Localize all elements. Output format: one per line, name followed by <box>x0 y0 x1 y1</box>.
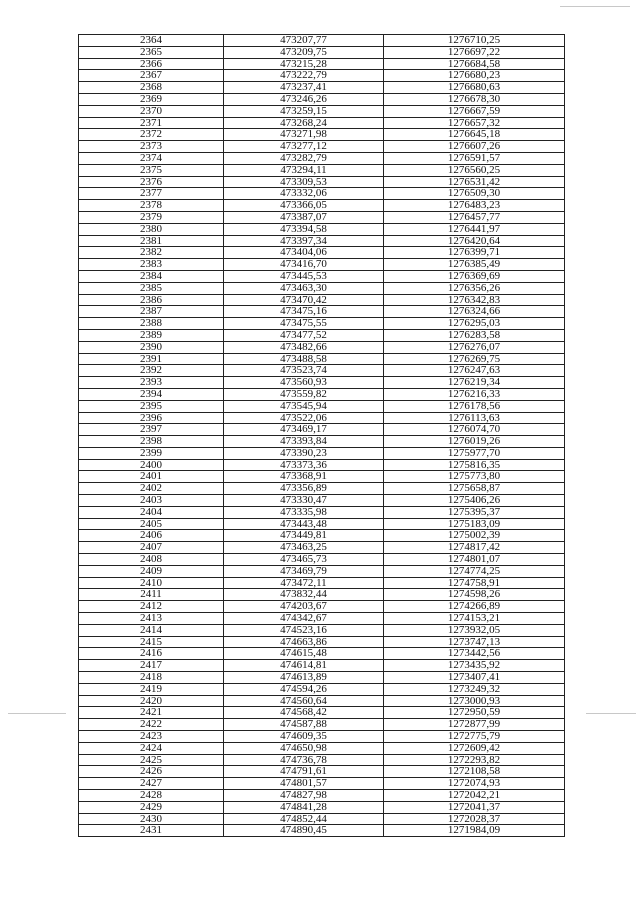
table-row <box>79 707 565 719</box>
y-coordinate-cell: 1275977,70 <box>384 447 565 459</box>
x-coordinate-cell: 473387,07 <box>224 211 384 223</box>
table-row <box>79 577 565 589</box>
y-coordinate-cell: 1276710,25 <box>384 35 565 47</box>
y-coordinate-cell: 1276560,25 <box>384 164 565 176</box>
table-row <box>79 778 565 790</box>
y-coordinate-cell: 1275183,09 <box>384 518 565 530</box>
y-coordinate-cell: 1274801,07 <box>384 554 565 566</box>
x-coordinate-cell: 473282,79 <box>224 152 384 164</box>
point-number-cell: 2431 <box>79 825 224 837</box>
table-row <box>79 530 565 542</box>
x-coordinate-cell: 474650,98 <box>224 742 384 754</box>
x-coordinate-cell: 473309,53 <box>224 176 384 188</box>
x-coordinate-cell: 473222,79 <box>224 70 384 82</box>
y-coordinate-cell: 1275395,37 <box>384 506 565 518</box>
point-number-cell: 2377 <box>79 188 224 200</box>
y-coordinate-cell: 1273249,32 <box>384 683 565 695</box>
x-coordinate-cell: 473463,25 <box>224 542 384 554</box>
x-coordinate-cell: 473259,15 <box>224 105 384 117</box>
x-coordinate-cell: 473832,44 <box>224 589 384 601</box>
table-row <box>79 731 565 743</box>
point-number-cell: 2421 <box>79 707 224 719</box>
point-number-cell: 2428 <box>79 790 224 802</box>
table-row <box>79 495 565 507</box>
table-row <box>79 377 565 389</box>
point-number-cell: 2414 <box>79 624 224 636</box>
y-coordinate-cell: 1272609,42 <box>384 742 565 754</box>
x-coordinate-cell: 473356,89 <box>224 483 384 495</box>
point-number-cell: 2392 <box>79 365 224 377</box>
x-coordinate-cell: 474613,89 <box>224 672 384 684</box>
table-row <box>79 754 565 766</box>
point-number-cell: 2385 <box>79 282 224 294</box>
table-row <box>79 105 565 117</box>
point-number-cell: 2365 <box>79 46 224 58</box>
x-coordinate-cell: 473475,16 <box>224 306 384 318</box>
point-number-cell: 2406 <box>79 530 224 542</box>
x-coordinate-cell: 473463,30 <box>224 282 384 294</box>
y-coordinate-cell: 1273932,05 <box>384 624 565 636</box>
x-coordinate-cell: 473449,81 <box>224 530 384 542</box>
x-coordinate-cell: 473390,23 <box>224 447 384 459</box>
table-row <box>79 141 565 153</box>
table-row <box>79 235 565 247</box>
x-coordinate-cell: 473523,74 <box>224 365 384 377</box>
point-number-cell: 2386 <box>79 294 224 306</box>
table-row <box>79 200 565 212</box>
point-number-cell: 2397 <box>79 424 224 436</box>
table-row <box>79 518 565 530</box>
point-number-cell: 2430 <box>79 813 224 825</box>
point-number-cell: 2427 <box>79 778 224 790</box>
y-coordinate-cell: 1276219,34 <box>384 377 565 389</box>
x-coordinate-cell: 473397,34 <box>224 235 384 247</box>
point-number-cell: 2389 <box>79 329 224 341</box>
table-row <box>79 117 565 129</box>
x-coordinate-cell: 473445,53 <box>224 270 384 282</box>
table-row <box>79 554 565 566</box>
table-row <box>79 318 565 330</box>
table-row <box>79 695 565 707</box>
x-coordinate-cell: 474203,67 <box>224 601 384 613</box>
x-coordinate-cell: 473465,73 <box>224 554 384 566</box>
table-row <box>79 46 565 58</box>
x-coordinate-cell: 473560,93 <box>224 377 384 389</box>
y-coordinate-cell: 1276074,70 <box>384 424 565 436</box>
point-number-cell: 2388 <box>79 318 224 330</box>
point-number-cell: 2387 <box>79 306 224 318</box>
table-row <box>79 589 565 601</box>
x-coordinate-cell: 474568,42 <box>224 707 384 719</box>
point-number-cell: 2382 <box>79 247 224 259</box>
x-coordinate-cell: 474342,67 <box>224 613 384 625</box>
table-row <box>79 129 565 141</box>
x-coordinate-cell: 473488,58 <box>224 353 384 365</box>
x-coordinate-cell: 473246,26 <box>224 93 384 105</box>
point-number-cell: 2367 <box>79 70 224 82</box>
y-coordinate-cell: 1274758,91 <box>384 577 565 589</box>
point-number-cell: 2380 <box>79 223 224 235</box>
point-number-cell: 2429 <box>79 801 224 813</box>
x-coordinate-cell: 474791,61 <box>224 766 384 778</box>
point-number-cell: 2408 <box>79 554 224 566</box>
x-coordinate-cell: 474852,44 <box>224 813 384 825</box>
point-number-cell: 2379 <box>79 211 224 223</box>
y-coordinate-cell: 1273000,93 <box>384 695 565 707</box>
x-coordinate-cell: 473215,28 <box>224 58 384 70</box>
point-number-cell: 2409 <box>79 565 224 577</box>
x-coordinate-cell: 473475,55 <box>224 318 384 330</box>
table-row <box>79 742 565 754</box>
x-coordinate-cell: 473277,12 <box>224 141 384 153</box>
y-coordinate-cell: 1275773,80 <box>384 471 565 483</box>
x-coordinate-cell: 473404,06 <box>224 247 384 259</box>
y-coordinate-cell: 1276684,58 <box>384 58 565 70</box>
table-row <box>79 388 565 400</box>
x-coordinate-cell: 473368,91 <box>224 471 384 483</box>
table-row <box>79 247 565 259</box>
point-number-cell: 2371 <box>79 117 224 129</box>
x-coordinate-cell: 473394,58 <box>224 223 384 235</box>
table-row <box>79 58 565 70</box>
y-coordinate-cell: 1276420,64 <box>384 235 565 247</box>
point-number-cell: 2370 <box>79 105 224 117</box>
y-coordinate-cell: 1276657,32 <box>384 117 565 129</box>
y-coordinate-cell: 1276531,42 <box>384 176 565 188</box>
point-number-cell: 2401 <box>79 471 224 483</box>
y-coordinate-cell: 1274774,25 <box>384 565 565 577</box>
x-coordinate-cell: 474736,78 <box>224 754 384 766</box>
point-number-cell: 2368 <box>79 82 224 94</box>
point-number-cell: 2420 <box>79 695 224 707</box>
y-coordinate-cell: 1276645,18 <box>384 129 565 141</box>
point-number-cell: 2395 <box>79 400 224 412</box>
y-coordinate-cell: 1276324,66 <box>384 306 565 318</box>
y-coordinate-cell: 1272950,59 <box>384 707 565 719</box>
table-row <box>79 813 565 825</box>
table-row <box>79 483 565 495</box>
point-number-cell: 2417 <box>79 660 224 672</box>
scan-artifact-left <box>8 713 66 714</box>
point-number-cell: 2423 <box>79 731 224 743</box>
x-coordinate-cell: 473545,94 <box>224 400 384 412</box>
table-row <box>79 152 565 164</box>
y-coordinate-cell: 1274153,21 <box>384 613 565 625</box>
x-coordinate-cell: 474614,81 <box>224 660 384 672</box>
y-coordinate-cell: 1276509,30 <box>384 188 565 200</box>
point-number-cell: 2372 <box>79 129 224 141</box>
y-coordinate-cell: 1276113,63 <box>384 412 565 424</box>
table-row <box>79 329 565 341</box>
x-coordinate-cell: 473366,05 <box>224 200 384 212</box>
y-coordinate-cell: 1272775,79 <box>384 731 565 743</box>
point-number-cell: 2398 <box>79 436 224 448</box>
point-number-cell: 2410 <box>79 577 224 589</box>
point-number-cell: 2364 <box>79 35 224 47</box>
x-coordinate-cell: 473522,06 <box>224 412 384 424</box>
y-coordinate-cell: 1276019,26 <box>384 436 565 448</box>
y-coordinate-cell: 1275658,87 <box>384 483 565 495</box>
point-number-cell: 2399 <box>79 447 224 459</box>
y-coordinate-cell: 1272293,82 <box>384 754 565 766</box>
point-number-cell: 2411 <box>79 589 224 601</box>
x-coordinate-cell: 473271,98 <box>224 129 384 141</box>
coordinates-table-body <box>79 35 565 837</box>
point-number-cell: 2393 <box>79 377 224 389</box>
table-row <box>79 211 565 223</box>
point-number-cell: 2396 <box>79 412 224 424</box>
table-row <box>79 188 565 200</box>
table-row <box>79 719 565 731</box>
y-coordinate-cell: 1276441,97 <box>384 223 565 235</box>
x-coordinate-cell: 473469,79 <box>224 565 384 577</box>
x-coordinate-cell: 473482,66 <box>224 341 384 353</box>
y-coordinate-cell: 1275816,35 <box>384 459 565 471</box>
point-number-cell: 2391 <box>79 353 224 365</box>
table-row <box>79 613 565 625</box>
y-coordinate-cell: 1276483,23 <box>384 200 565 212</box>
point-number-cell: 2403 <box>79 495 224 507</box>
y-coordinate-cell: 1272877,99 <box>384 719 565 731</box>
x-coordinate-cell: 473477,52 <box>224 329 384 341</box>
y-coordinate-cell: 1273435,92 <box>384 660 565 672</box>
table-row <box>79 70 565 82</box>
y-coordinate-cell: 1274598,26 <box>384 589 565 601</box>
y-coordinate-cell: 1276385,49 <box>384 259 565 271</box>
point-number-cell: 2416 <box>79 648 224 660</box>
table-row <box>79 365 565 377</box>
table-row <box>79 282 565 294</box>
point-number-cell: 2376 <box>79 176 224 188</box>
y-coordinate-cell: 1274817,42 <box>384 542 565 554</box>
point-number-cell: 2383 <box>79 259 224 271</box>
x-coordinate-cell: 474587,88 <box>224 719 384 731</box>
x-coordinate-cell: 474609,35 <box>224 731 384 743</box>
table-row <box>79 506 565 518</box>
table-row <box>79 471 565 483</box>
table-row <box>79 672 565 684</box>
point-number-cell: 2378 <box>79 200 224 212</box>
table-row <box>79 270 565 282</box>
point-number-cell: 2381 <box>79 235 224 247</box>
x-coordinate-cell: 474523,16 <box>224 624 384 636</box>
y-coordinate-cell: 1276342,83 <box>384 294 565 306</box>
table-row <box>79 353 565 365</box>
y-coordinate-cell: 1276369,69 <box>384 270 565 282</box>
x-coordinate-cell: 473330,47 <box>224 495 384 507</box>
point-number-cell: 2425 <box>79 754 224 766</box>
y-coordinate-cell: 1276269,75 <box>384 353 565 365</box>
point-number-cell: 2375 <box>79 164 224 176</box>
table-row <box>79 341 565 353</box>
x-coordinate-cell: 473416,70 <box>224 259 384 271</box>
scan-artifact-top <box>560 6 630 7</box>
y-coordinate-cell: 1273747,13 <box>384 636 565 648</box>
y-coordinate-cell: 1276697,22 <box>384 46 565 58</box>
y-coordinate-cell: 1276216,33 <box>384 388 565 400</box>
table-row <box>79 223 565 235</box>
table-row <box>79 624 565 636</box>
x-coordinate-cell: 473469,17 <box>224 424 384 436</box>
point-number-cell: 2418 <box>79 672 224 684</box>
x-coordinate-cell: 473207,77 <box>224 35 384 47</box>
x-coordinate-cell: 473470,42 <box>224 294 384 306</box>
point-number-cell: 2424 <box>79 742 224 754</box>
y-coordinate-cell: 1272042,21 <box>384 790 565 802</box>
x-coordinate-cell: 474560,64 <box>224 695 384 707</box>
table-row <box>79 294 565 306</box>
table-row <box>79 436 565 448</box>
y-coordinate-cell: 1272108,58 <box>384 766 565 778</box>
point-number-cell: 2426 <box>79 766 224 778</box>
y-coordinate-cell: 1276591,57 <box>384 152 565 164</box>
y-coordinate-cell: 1272028,37 <box>384 813 565 825</box>
y-coordinate-cell: 1276356,26 <box>384 282 565 294</box>
table-row <box>79 400 565 412</box>
y-coordinate-cell: 1276680,23 <box>384 70 565 82</box>
table-row <box>79 790 565 802</box>
point-number-cell: 2384 <box>79 270 224 282</box>
point-number-cell: 2422 <box>79 719 224 731</box>
point-number-cell: 2390 <box>79 341 224 353</box>
table-row <box>79 683 565 695</box>
point-number-cell: 2404 <box>79 506 224 518</box>
point-number-cell: 2369 <box>79 93 224 105</box>
point-number-cell: 2415 <box>79 636 224 648</box>
y-coordinate-cell: 1276178,56 <box>384 400 565 412</box>
point-number-cell: 2412 <box>79 601 224 613</box>
x-coordinate-cell: 473209,75 <box>224 46 384 58</box>
table-row <box>79 801 565 813</box>
table-row <box>79 565 565 577</box>
y-coordinate-cell: 1276680,63 <box>384 82 565 94</box>
table-row <box>79 660 565 672</box>
x-coordinate-cell: 474890,45 <box>224 825 384 837</box>
x-coordinate-cell: 473559,82 <box>224 388 384 400</box>
table-row <box>79 636 565 648</box>
y-coordinate-cell: 1273407,41 <box>384 672 565 684</box>
x-coordinate-cell: 473472,11 <box>224 577 384 589</box>
x-coordinate-cell: 474801,57 <box>224 778 384 790</box>
y-coordinate-cell: 1276667,59 <box>384 105 565 117</box>
x-coordinate-cell: 473332,06 <box>224 188 384 200</box>
y-coordinate-cell: 1271984,09 <box>384 825 565 837</box>
table-row <box>79 542 565 554</box>
coordinates-table <box>78 34 565 837</box>
x-coordinate-cell: 474615,48 <box>224 648 384 660</box>
x-coordinate-cell: 474663,86 <box>224 636 384 648</box>
point-number-cell: 2366 <box>79 58 224 70</box>
x-coordinate-cell: 473237,41 <box>224 82 384 94</box>
y-coordinate-cell: 1276678,30 <box>384 93 565 105</box>
table-row <box>79 164 565 176</box>
y-coordinate-cell: 1276457,77 <box>384 211 565 223</box>
x-coordinate-cell: 474841,28 <box>224 801 384 813</box>
point-number-cell: 2373 <box>79 141 224 153</box>
point-number-cell: 2402 <box>79 483 224 495</box>
table-row <box>79 35 565 47</box>
table-row <box>79 259 565 271</box>
x-coordinate-cell: 473393,84 <box>224 436 384 448</box>
table-row <box>79 306 565 318</box>
y-coordinate-cell: 1275406,26 <box>384 495 565 507</box>
x-coordinate-cell: 474827,98 <box>224 790 384 802</box>
table-row <box>79 447 565 459</box>
y-coordinate-cell: 1273442,56 <box>384 648 565 660</box>
x-coordinate-cell: 474594,26 <box>224 683 384 695</box>
point-number-cell: 2394 <box>79 388 224 400</box>
table-row <box>79 82 565 94</box>
table-row <box>79 601 565 613</box>
point-number-cell: 2400 <box>79 459 224 471</box>
point-number-cell: 2413 <box>79 613 224 625</box>
y-coordinate-cell: 1272074,93 <box>384 778 565 790</box>
table-row <box>79 766 565 778</box>
y-coordinate-cell: 1276283,58 <box>384 329 565 341</box>
table-row <box>79 648 565 660</box>
table-row <box>79 412 565 424</box>
x-coordinate-cell: 473443,48 <box>224 518 384 530</box>
x-coordinate-cell: 473335,98 <box>224 506 384 518</box>
x-coordinate-cell: 473294,11 <box>224 164 384 176</box>
y-coordinate-cell: 1276607,26 <box>384 141 565 153</box>
point-number-cell: 2419 <box>79 683 224 695</box>
y-coordinate-cell: 1276247,63 <box>384 365 565 377</box>
y-coordinate-cell: 1276399,71 <box>384 247 565 259</box>
y-coordinate-cell: 1274266,89 <box>384 601 565 613</box>
x-coordinate-cell: 473268,24 <box>224 117 384 129</box>
table-row <box>79 459 565 471</box>
y-coordinate-cell: 1275002,39 <box>384 530 565 542</box>
table-row <box>79 825 565 837</box>
point-number-cell: 2407 <box>79 542 224 554</box>
point-number-cell: 2405 <box>79 518 224 530</box>
y-coordinate-cell: 1276295,03 <box>384 318 565 330</box>
scan-artifact-right <box>586 713 636 714</box>
table-row <box>79 93 565 105</box>
x-coordinate-cell: 473373,36 <box>224 459 384 471</box>
table-row <box>79 176 565 188</box>
y-coordinate-cell: 1276276,07 <box>384 341 565 353</box>
point-number-cell: 2374 <box>79 152 224 164</box>
y-coordinate-cell: 1272041,37 <box>384 801 565 813</box>
table-row <box>79 424 565 436</box>
